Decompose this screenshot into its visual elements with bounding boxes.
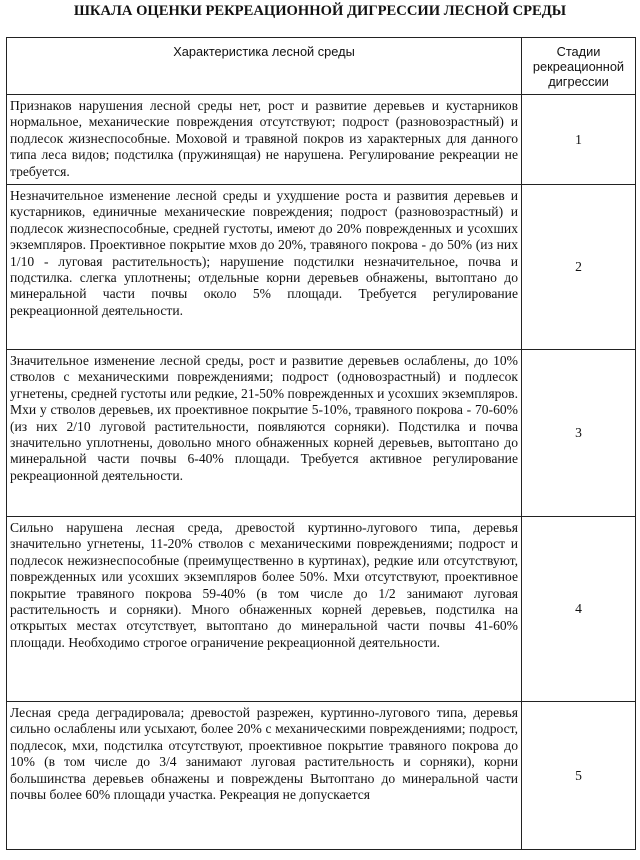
column-header-stage-line: дигрессии [548, 74, 609, 89]
row-description: Лесная среда деградировала; древостой разрежен, куртинно-лугового типа, деревья сильно ослаблены или усыхают, более 20% с механическими повреждениями; подрост, подлесок, мхи, подстилка отсутствуют, проективное покрытие травяного покрова до 10% (в том числе до 3/4 занимают луговая растительность и сорняки), корни большинства деревьев обнажены и повреждены Вытоптано до минеральной части почвы более 60% площади участка. Рекреация не допускается [7, 702, 522, 850]
row-stage: 4 [522, 517, 636, 702]
row-stage: 2 [522, 185, 636, 350]
row-description: Значительное изменение лесной среды, рост и развитие деревьев ослаблены, до 10% стволов с механическими повреждениями; подрост (одновозрастный) и подлесок угнетены, средней густоты или редкие, 21-50% поврежденных и усохших экземпляров. Мхи у стволов деревьев, их проективное покрытие 5-10%, травяного покрова - 70-60% (из них 2/10 луговой растительности, появляются сорняки). Подстилка и почва значительно уплотнены, довольно много обнаженных корней деревьев, вытоптано до минеральной части почвы 6-40% площади. Требуется активное регулирование рекреационной деятельности. [7, 350, 522, 517]
row-stage: 3 [522, 350, 636, 517]
row-description: Незначительное изменение лесной среды и ухудшение роста и развития деревьев и кустарников, единичные механические повреждения; подрост (разновозрастный) и подлесок жизнеспособные, средней густоты, имеют до 20% поврежденных и усохших экземпляров. Проективное покрытие мхов до 20%, травяного покрова - до 50% (из них 1/10 - луговая растительность); нарушение подстилки незначительное, почва и подстилка. слегка уплотнены; отдельные корни деревьев обнажены, вытоптано до минеральной части почвы около 5% площади. Требуется регулирование рекреационной деятельности. [7, 185, 522, 350]
column-header-stage-line: рекреационной [532, 59, 625, 74]
row-description: Признаков нарушения лесной среды нет, рост и развитие деревьев и кустарников нормальное, механические повреждения отсутствуют; подрост (разновозрастный) и подлесок жизнеспособные. Моховой и травяной покров из характерных для данного типа леса видов; подстилка (пружинящая) не нарушена. Регулирование рекреации не требуется. [7, 95, 522, 185]
row-stage: 1 [522, 95, 636, 185]
row-description: Сильно нарушена лесная среда, древостой куртинно-лугового типа, деревья значительно угнетены, 11-20% стволов с механическими повреждениями; подрост и подлесок нежизнеспособные (преимущественно в куртинах), редкие или отсутствуют, поврежденных или усохших экземпляров более 50%. Мхи отсутствуют, проективное покрытие травяного покрова 59-40% (в том числе до 1/2 занимают луговая растительность и сорняки). Много обнаженных корней деревьев, подстилка на открытых местах отсутствует, вытоптано до минеральной части почвы 41-60% площади. Необходимо строгое ограничение рекреационной деятельности. [7, 517, 522, 702]
table-header-row [7, 38, 636, 95]
table-row [7, 517, 636, 702]
column-header-stage [522, 38, 636, 95]
table-row [7, 95, 636, 185]
row-stage: 5 [522, 702, 636, 850]
table-row [7, 185, 636, 350]
column-header-characteristic: Характеристика лесной среды [7, 38, 522, 95]
table-row [7, 350, 636, 517]
page-title: ШКАЛА ОЦЕНКИ РЕКРЕАЦИОННОЙ ДИГРЕССИИ ЛЕСНОЙ СРЕДЫ [73, 3, 567, 19]
table-row [7, 702, 636, 850]
digression-scale-table [6, 37, 636, 850]
column-header-stage-line: Стадии [556, 44, 601, 59]
